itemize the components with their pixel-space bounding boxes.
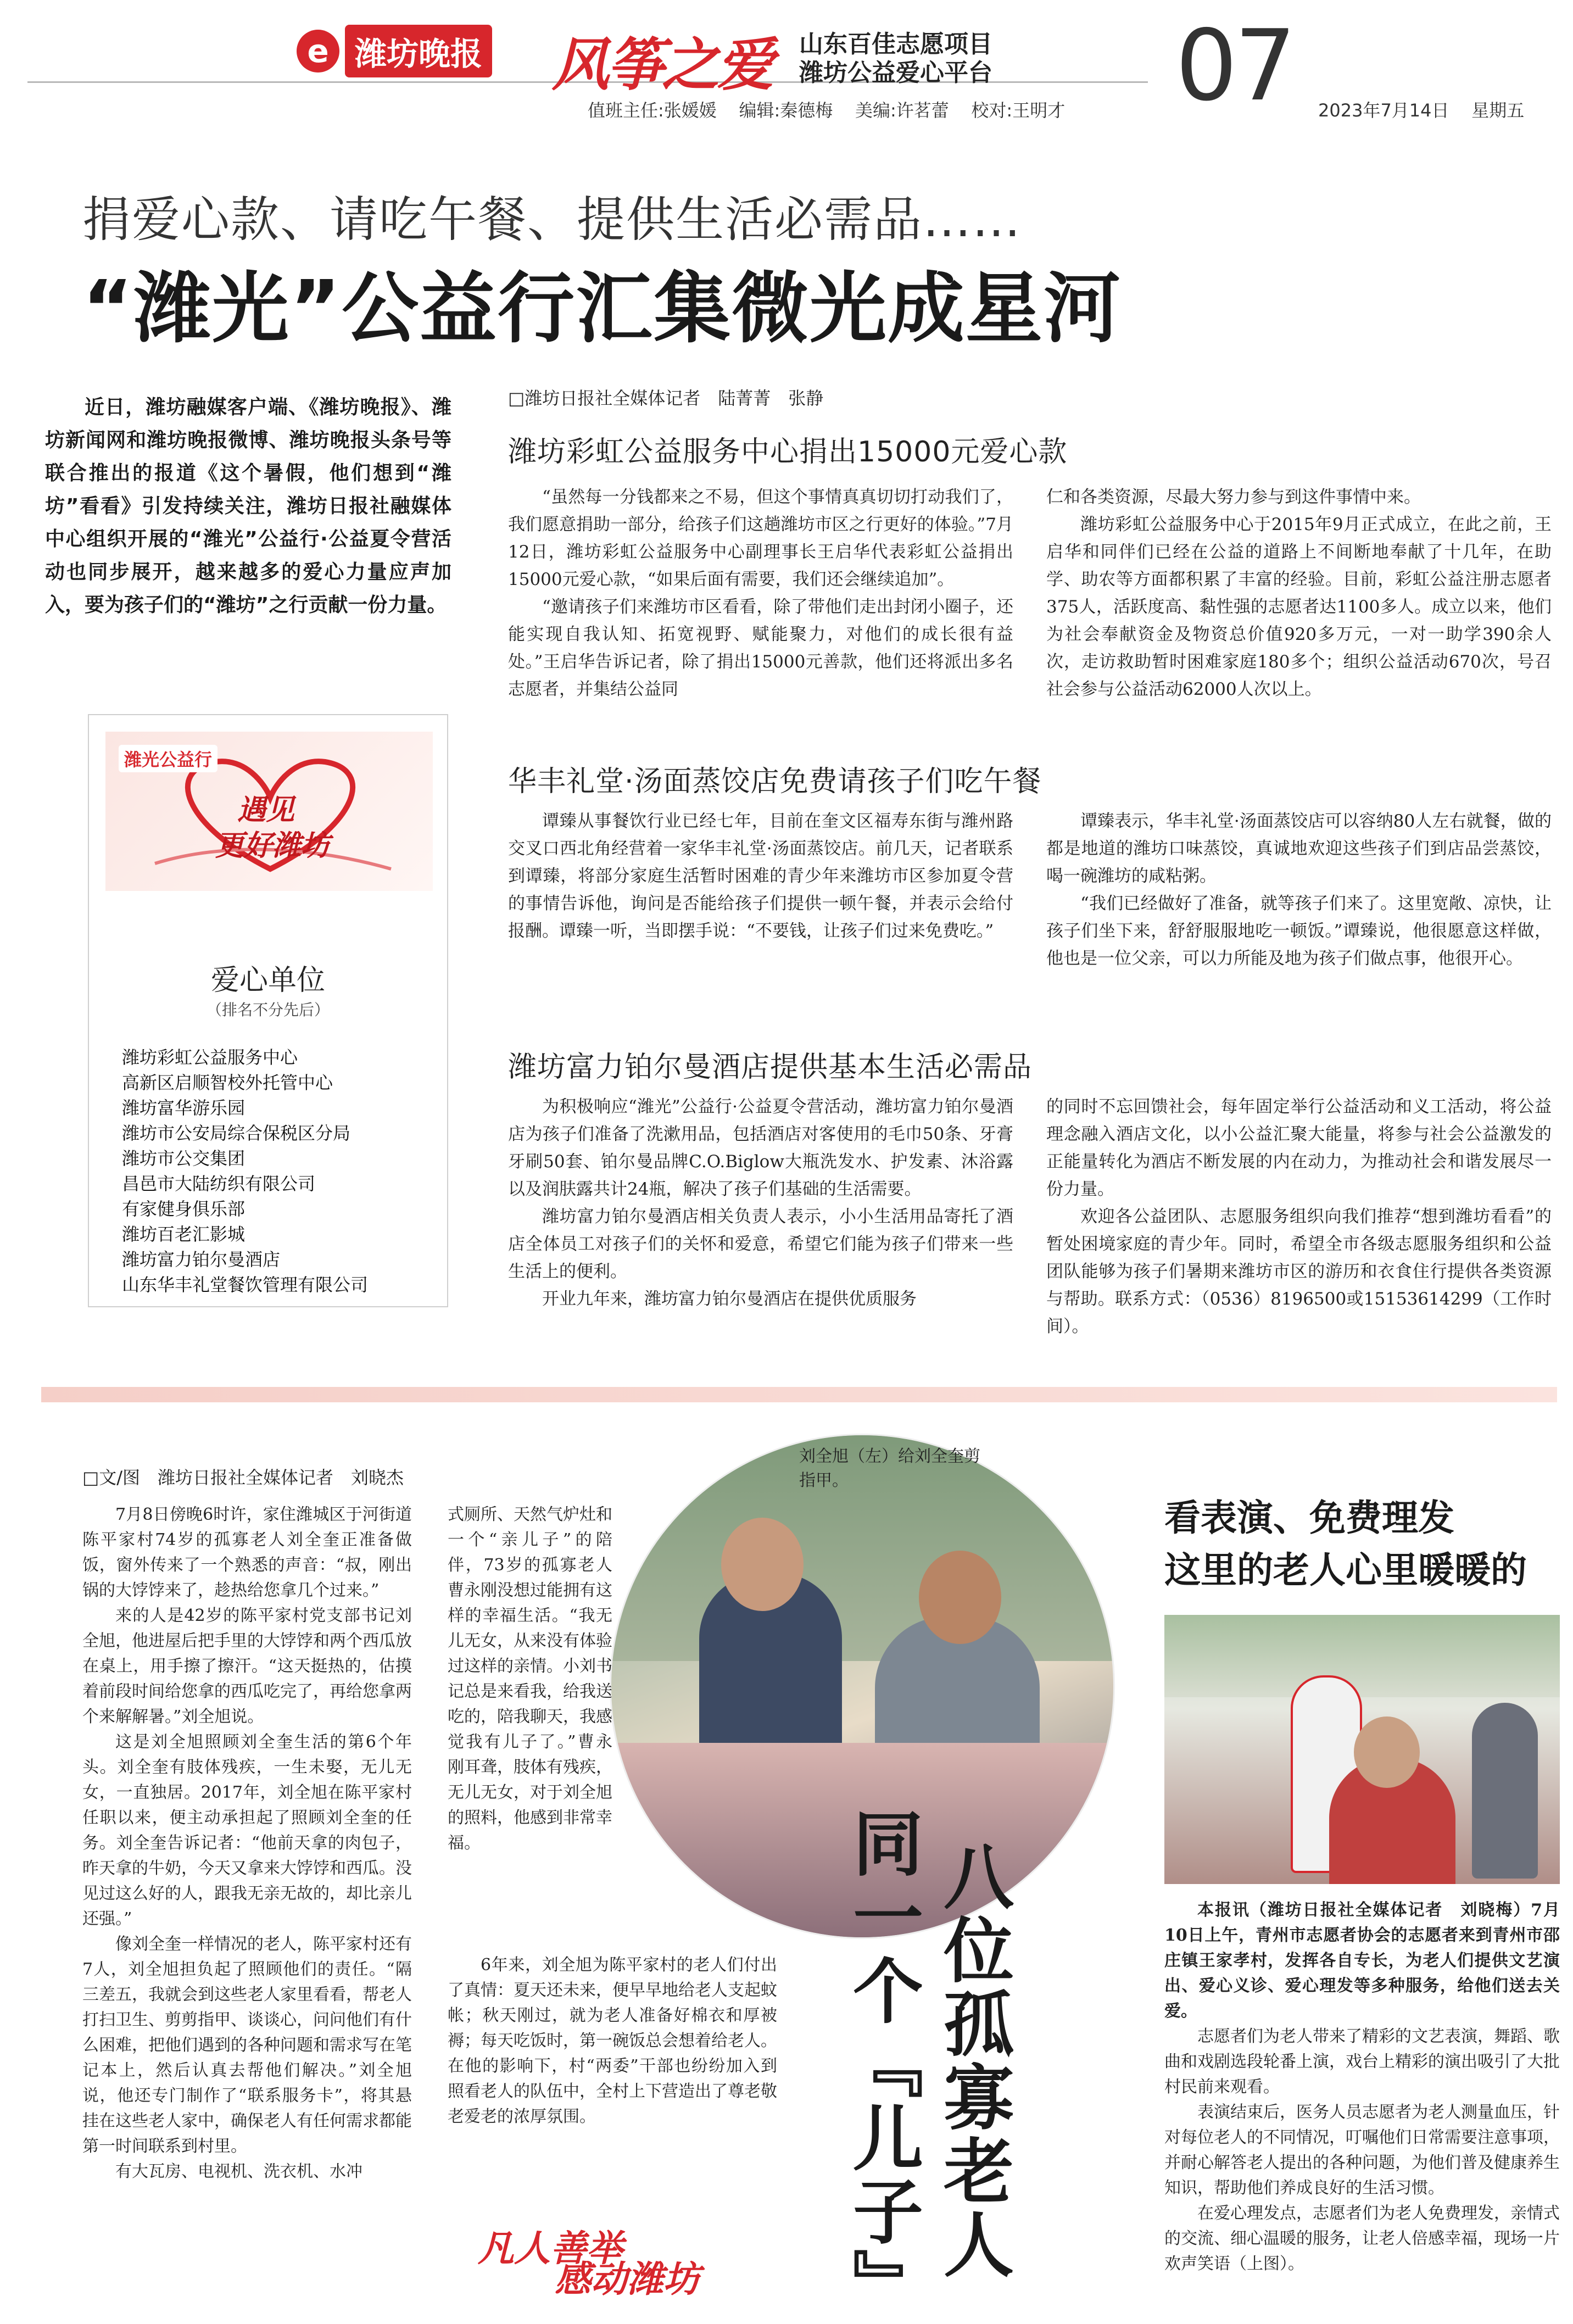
section-2-right: [1046, 807, 1552, 972]
unit-item: 潍坊彩虹公益服务中心: [122, 1047, 298, 1068]
section-title: 潍坊富力铂尔曼酒店提供基本生活必需品: [508, 1051, 1033, 1084]
unit-item: 潍坊富力铂尔曼酒店: [122, 1249, 281, 1270]
issue-date: 2023年7月14日 星期五: [1318, 100, 1525, 121]
section-1-left: [508, 483, 1013, 703]
sidebar-title: 爱心单位: [210, 964, 325, 997]
paragraph: “邀请孩子们来潍坊市区看看，除了带他们走出封闭小圈子，还能实现自我认知、拓宽视野、赋能聚力，对他们的成长很有益处。”王启华告诉记者，除了捐出15000元善款，他们还将派出多名志愿者，并集结公益同: [508, 597, 1013, 699]
paragraph: 这是刘全旭照顾刘全奎生活的第6个年头。刘全奎有肢体残疾，一生未娶，无儿无女，一直独居。2017年，刘全旭在陈平家村任职以来，便主动承担起了照顾刘全奎的任务。刘全奎告诉记者：“他前天拿的肉包子，昨天拿的牛奶，今天又拿来大饽饽和西瓜。没见过这么好的人，跟我无亲无故的，却比亲儿还强。”: [82, 1732, 412, 1929]
paragraph: 表演结束后，医务人员志愿者为老人测量血压，针对每位老人的不同情况，叮嘱他们日常需要注意事项，并耐心解答老人提出的各种问题，为他们普及健康养生知识，帮助他们养成良好的生活习惯。: [1164, 2103, 1560, 2198]
right-story-body: [1164, 1898, 1560, 2277]
unit-item: 有家健身俱乐部: [122, 1199, 246, 1219]
project-line-2: 潍坊公益爱心平台: [799, 59, 992, 87]
paragraph: 欢迎各公益团队、志愿服务组织向我们推荐“想到潍坊看看”的暂处困境家庭的青少年。同时，希望全市各级志愿服务组织和公益团队能够为孩子们暑期来潍坊市区的游历和衣食住行提供各类资源与帮助。联系方式：（0536）8196500或15153614299（工作时间）。: [1046, 1207, 1552, 1336]
photo-head-left: [721, 1518, 804, 1611]
right-story-title-1: 看表演、免费理发: [1164, 1496, 1454, 1539]
bottom-byline: □文/图 潍坊日报社全媒体记者 刘晓杰: [82, 1467, 404, 1488]
photo-bystander: [1472, 1703, 1538, 1879]
paragraph: 式厕所、天然气炉灶和一个“亲儿子”的陪伴，73岁的孤寡老人曹永刚没想过能拥有这样的幸福生活。“我无儿无女，从来没有体验过这样的亲情。小刘书记总是来看我，给我送吃的，陪我聊天，我感觉我有儿子了。”曹永刚耳聋，肢体有残疾，无儿无女，对于刘全旭的照料，他感到非常幸福。: [448, 1505, 612, 1853]
paragraph: 来的人是42岁的陈平家村党支部书记刘全旭，他进屋后把手里的大饽饽和两个西瓜放在桌上，用手擦了擦汗。“这天挺热的，估摸着前段时间给您拿的西瓜吃完了，再给您拿两个来解解暑。”刘全旭说。: [82, 1606, 412, 1726]
paragraph: “虽然每一分钱都来之不易，但这个事情真真切切打动我们了，我们愿意捐助一部分，给孩子们这趟潍坊市区之行更好的体验。”7月12日，潍坊彩虹公益服务中心副理事长王启华代表彩虹公益捐出15000元爱心款，“如果后面有需要，我们还会继续追加”。: [508, 487, 1013, 589]
unit-item: 潍坊市公安局综合保税区分局: [122, 1123, 351, 1144]
headline-main: “潍光”公益行汇集微光成星河: [82, 264, 1122, 354]
paragraph: “我们已经做好了准备，就等孩子们来了。这里宽敞、凉快，让孩子们坐下来，舒舒服服地吃一顿饭。”谭臻说，他很愿意这样做，他也是一位父亲，可以力所能及地为孩子们做点事，他很开心。: [1046, 894, 1552, 968]
section-title: 潍坊彩虹公益服务中心捐出15000元爱心款: [508, 436, 1068, 469]
project-line-1: 山东百佳志愿项目: [799, 30, 992, 58]
newspaper-logo: [297, 25, 492, 77]
section-title: 华丰礼堂·汤面蒸饺店免费请孩子们吃午餐: [508, 765, 1042, 798]
photo-caption: 刘全旭（左）给刘全奎剪指甲。: [799, 1447, 980, 1490]
lead-paragraph: 近日，潍坊融媒客户端、《潍坊晚报》、潍坊新闻网和潍坊晚报微博、潍坊晚报头条号等联合推出的报道《这个暑假，他们想到“潍坊”看看》引发持续关注，潍坊日报社融媒体中心组织开展的“潍光”公益行·公益夏令营活动也同步展开，越来越多的爱心力量应声加入，要为孩子们的“潍坊”之行贡献一份力量。: [45, 396, 451, 616]
paragraph: 潍坊彩虹公益服务中心于2015年9月正式成立，在此之前，王启华和同伴们已经在公益的道路上不间断地奉献了十几年，在助学、助农等方面都积累了丰富的经验。目前，彩虹公益注册志愿者375人，活跃度高、黏性强的志愿者达1100多人。成立以来，他们为社会奉献资金及物资总价值920多万元，一对一助学390余人次，走访救助暂时困难家庭180多个；组织公益活动670次，号召社会参与公益活动62000人次以上。: [1046, 515, 1552, 699]
unit-item: 潍坊市公交集团: [122, 1148, 246, 1169]
banner-text-2: 更好潍坊: [215, 829, 330, 862]
campaign-logo: [478, 2219, 763, 2300]
photo-tree: [1164, 1615, 1560, 1697]
section-3-right: [1046, 1093, 1552, 1340]
paragraph: 志愿者们为老人带来了精彩的文艺表演，舞蹈、歌曲和戏剧选段轮番上演，戏台上精彩的演出吸引了大批村民前来观看。: [1164, 2027, 1560, 2097]
campaign-logo-line-2: 感动潍坊: [555, 2258, 700, 2300]
logo-icon: e: [297, 30, 339, 73]
masthead: [0, 0, 1573, 126]
unit-item: 山东华丰礼堂餐饮管理有限公司: [122, 1274, 369, 1295]
section-1-right: [1046, 483, 1552, 703]
unit-item: 潍坊富华游乐园: [122, 1097, 246, 1118]
section-3-left: [508, 1093, 1013, 1313]
page-number: 07: [1175, 9, 1293, 122]
photo-head-right: [919, 1551, 1001, 1644]
right-story-title-2: 这里的老人心里暖暖的: [1164, 1548, 1527, 1591]
paragraph: 的同时不忘回馈社会，每年固定举行公益活动和义工活动，将公益理念融入酒店文化，以小公益汇聚大能量，将参与社会公益激发的正能量转化为酒店不断发展的内在动力，为推动社会和谐发展尽一份力量。: [1046, 1097, 1552, 1199]
paragraph: 6年来，刘全旭为陈平家村的老人们付出了真情：夏天还未来，便早早地给老人支起蚊帐；秋天刚过，就为老人准备好棉衣和厚被褥；每天吃饭时，第一碗饭总会想着给老人。在他的影响下，村“两委”干部也纷纷加入到照看老人的队伍中，全村上下营造出了尊老敬老爱老的浓厚氛围。: [448, 1955, 777, 2126]
campaign-logo-line-1: 凡人善举: [478, 2227, 623, 2270]
vertical-title-2: 同一个『儿子』: [841, 1807, 923, 2322]
paragraph: 为积极响应“潍光”公益行·公益夏令营活动，潍坊富力铂尔曼酒店为孩子们准备了洗漱用品，包括酒店对客使用的毛巾50条、牙膏牙刷50套、铂尔曼品牌C.O.Biglow大瓶洗发水、护发素、沐浴露以及润肤露共计24瓶，解决了孩子们基础的生活需要。: [508, 1097, 1013, 1199]
paragraph: 仁和各类资源，尽最大努力参与到这件事情中来。: [1046, 487, 1421, 507]
bottom-col-2-top: [448, 1502, 612, 1856]
bottom-col-1: [82, 1502, 412, 2184]
story-byline: □潍坊日报社全媒体记者 陆菁菁 张静: [508, 388, 824, 409]
unit-item: 潍坊百老汇影城: [122, 1224, 246, 1245]
logo-text: 潍坊晚报: [345, 25, 492, 77]
banner-text-1: 遇见: [237, 793, 295, 827]
paragraph: 有大瓦房、电视机、洗衣机、水冲: [115, 2162, 362, 2181]
bottom-col-2-bottom: [448, 1953, 777, 2130]
paragraph: 谭臻表示，华丰礼堂·汤面蒸饺店可以容纳80人左右就餐，做的都是地道的潍坊口味蒸饺，真诚地欢迎这些孩子们到店品尝蒸饺，喝一碗潍坊的咸粘粥。: [1046, 811, 1552, 886]
calligraphy-title: 风筝之爱: [552, 31, 772, 98]
sidebar-box: [88, 714, 448, 1307]
photo-customer-head: [1354, 1716, 1420, 1788]
headline-kicker: 捐爱心款、请吃午餐、提供生活必需品……: [82, 191, 1022, 248]
section-divider-band: [41, 1387, 1557, 1402]
paragraph: 谭臻从事餐饮行业已经七年，目前在奎文区福寿东街与潍州路交叉口西北角经营着一家华丰礼堂·汤面蒸饺店。前几天，记者联系到谭臻，将部分家庭生活暂时困难的青少年来潍坊市区参加夏令营的事情告诉他，询问是否能给孩子们提供一顿午餐，并表示会给付报酬。谭臻一听，当即摆手说：“不要钱，让孩子们过来免费吃。”: [508, 811, 1013, 941]
vertical-title-1: 八位孤寡老人: [931, 1840, 1013, 2282]
unit-item: 昌邑市大陆纺织有限公司: [122, 1173, 316, 1194]
units-list: [122, 1045, 429, 1297]
paragraph: 像刘全奎一样情况的老人，陈平家村还有7人，刘全旭担负起了照顾他们的责任。“隔三差五，我就会到这些老人家里看看，帮老人打扫卫生、剪剪指甲、谈谈心，问问他们有什么困难，把他们遇到的各种问题和需求写在笔记本上，然后认真去帮他们解决。”刘全旭说，他还专门制作了“联系服务卡”，将其悬挂在这些老人家中，确保老人有任何需求都能第一时间联系到村里。: [82, 1935, 412, 2156]
right-story-photo: [1164, 1615, 1560, 1884]
unit-item: 高新区启顺智校外托管中心: [122, 1072, 333, 1093]
sidebar-subtitle: （排名不分先后）: [206, 1001, 330, 1019]
paragraph: 开业九年来，潍坊富力铂尔曼酒店在提供优质服务: [542, 1289, 917, 1309]
staff-line: 值班主任:张媛媛 编辑:秦德梅 美编:许茗蕾 校对:王明才: [588, 100, 1066, 121]
section-2-left: [508, 807, 1013, 945]
paragraph: 潍坊富力铂尔曼酒店相关负责人表示，小小生活用品寄托了酒店全体员工对孩子们的关怀和爱意，希望它们能为孩子们带来一些生活上的便利。: [508, 1207, 1013, 1281]
paragraph: 本报讯（潍坊日报社全媒体记者 刘晓梅）7月10日上午，青州市志愿者协会的志愿者来到青州市邵庄镇王家孝村，发挥各自专长，为老人们提供文艺演出、爱心义诊、爱心理发等多种服务，给他们送去关爱。: [1164, 1901, 1560, 2021]
sidebar-banner: [105, 732, 433, 891]
paragraph: 在爱心理发点，志愿者们为老人免费理发，亲情式的交流、细心温暖的服务，让老人倍感幸福，现场一片欢声笑语（上图）。: [1164, 2204, 1560, 2273]
banner-tag: 潍光公益行: [119, 745, 217, 772]
paragraph: 7月8日傍晚6时许，家住潍城区于河街道陈平家村74岁的孤寡老人刘全奎正准备做饭，窗外传来了一个熟悉的声音：“叔，刚出锅的大饽饽来了，趁热给您拿几个过来。”: [82, 1505, 412, 1600]
